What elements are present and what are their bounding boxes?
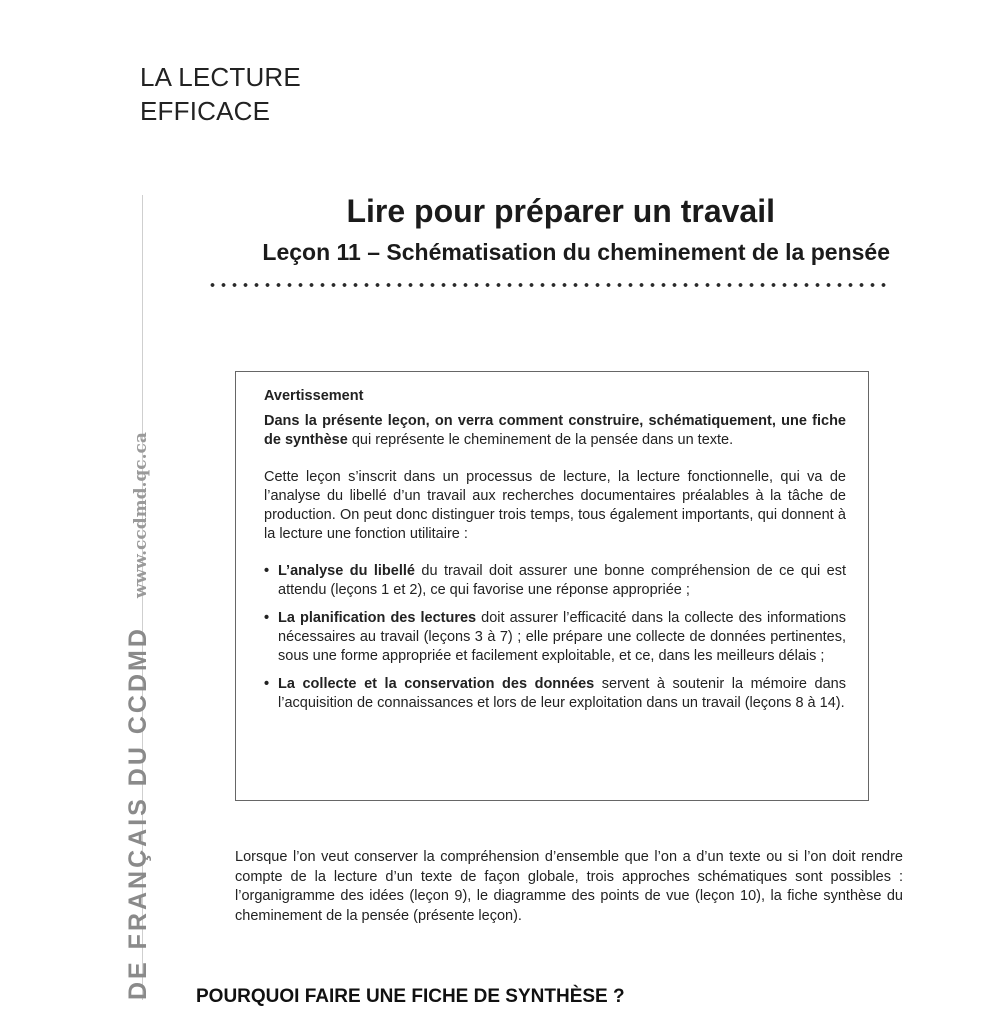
body-paragraph: Lorsque l’on veut conserver la compréhension d’ensemble que l’on a d’un texte ou si l’on doit rendre compte de la lecture d’un texte de façon globale, trois approches schématiques sont possibles : l’organigramme des idées (leçon 9), le diagramme des points de vue (leçon 10), la fiche synthèse du cheminement de la pensée (présente leçon). [235, 849, 903, 924]
list-item [264, 675, 846, 713]
side-margin-text [124, 432, 153, 1000]
series-title [140, 60, 301, 128]
list-item [264, 562, 846, 600]
page-title: Lire pour préparer un travail [346, 193, 775, 229]
page-heading [200, 188, 890, 288]
side-url[interactable]: www.ccdmd.qc.ca [131, 432, 151, 599]
list-item-text: du travail doit assurer une bonne compréhension de ce qui est attendu (leçons 1 et 2), ce qui favorise une réponse appropriée ; [278, 563, 846, 598]
section-heading: POURQUOI FAIRE UNE FICHE DE SYNTHÈSE ? [196, 986, 625, 1007]
warning-heading: Avertissement [264, 388, 364, 404]
list-item-bold: La planification des lectures [278, 610, 477, 626]
warning-intro-rest: qui représente le cheminement de la pensée dans un texte. [347, 432, 734, 448]
warning-paragraph: Cette leçon s’inscrit dans un processus de lecture, la lecture fonctionnelle, qui va de l’analyse du libellé d’un travail aux recherches documentaires préalables à la tâche de production. On peut donc distinguer trois temps, tous également importants, qui donnent à la lecture une fonction utilitaire : [264, 469, 846, 542]
lesson-subtitle: Leçon 11 – Schématisation du cheminement de la pensée [262, 239, 890, 265]
series-title-line-2: EFFICACE [140, 96, 271, 126]
list-item-text: doit assurer l’efficacité dans la collecte des informations nécessaires au travail (leçons 3 à 7) ; elle prépare une collecte de données pertinentes, sous une forme appropriée et facilement exploitable, et ce, dans les meilleurs délais ; [278, 610, 847, 664]
warning-box [235, 371, 869, 801]
list-item [264, 609, 846, 666]
warning-intro [264, 412, 846, 450]
list-item-text: servent à soutenir la mémoire dans l’acquisition de connaissances et lors de leur exploitation dans un travail (leçons 8 à 14). [278, 676, 846, 711]
warning-bullet-list [264, 562, 846, 713]
list-item-bold: L’analyse du libellé [278, 563, 415, 579]
list-item-bold: La collecte et la conservation des données [278, 676, 595, 692]
dotted-divider [207, 282, 890, 288]
series-title-line-1: LA LECTURE [140, 62, 301, 92]
warning-intro-bold: Dans la présente leçon, on verra comment construire, schématiquement, une fiche de synthèse [264, 413, 846, 448]
side-brand: DE FRANÇAIS DU CCDMD [124, 626, 152, 1000]
